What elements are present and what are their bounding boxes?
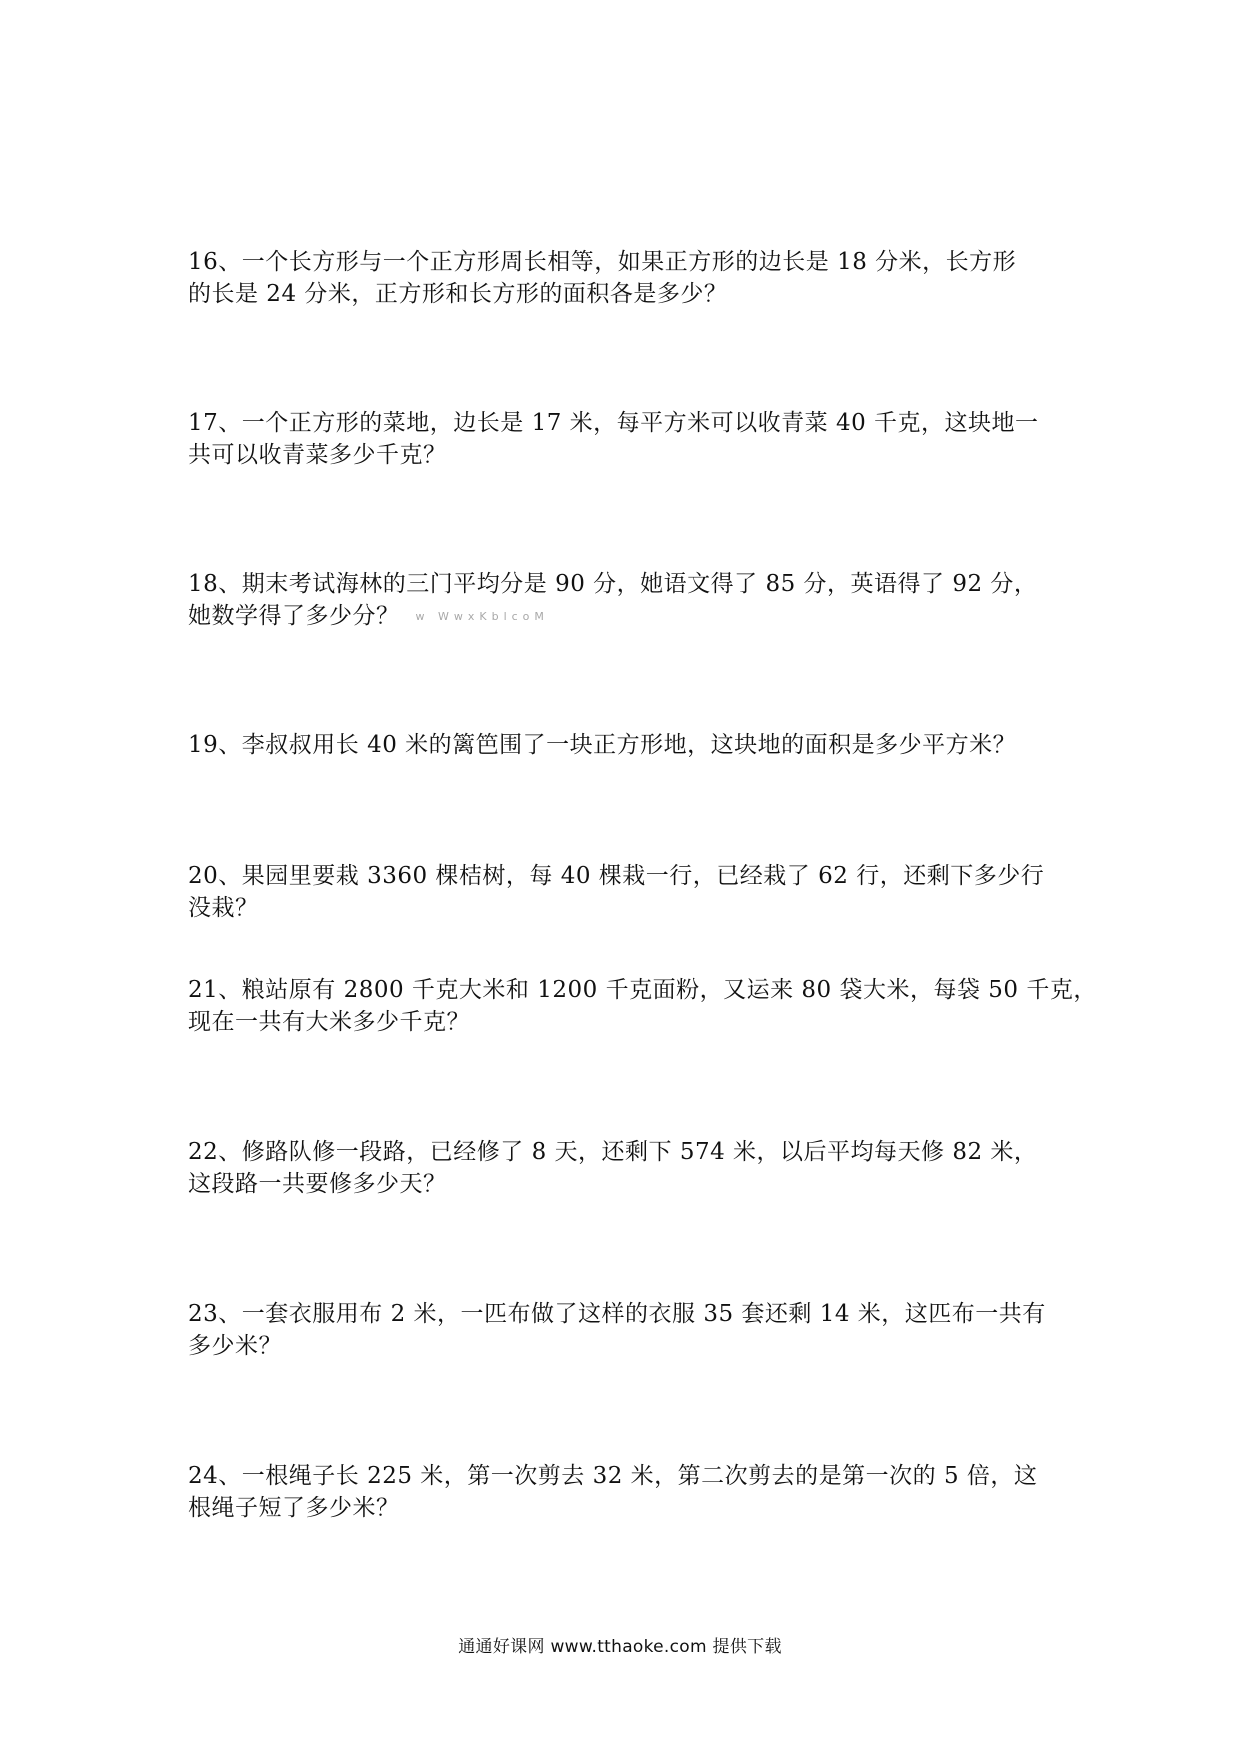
problem-line: 根绳子短了多少米？ [188, 1495, 400, 1521]
problem-21 [188, 974, 1097, 1038]
problem-line [188, 600, 1068, 633]
problem-line: 的长是 24 分米，正方形和长方形的面积各是多少？ [188, 281, 728, 307]
problem-line: 共可以收青菜多少千克？ [188, 442, 447, 468]
problem-line-text: 她数学得了多少分？ [188, 603, 400, 629]
problem-23 [188, 1298, 1068, 1362]
problem-line: 24、一根绳子长 225 米，第一次剪去 32 米，第二次剪去的是第一次的 5 倍，这 [188, 1463, 1038, 1489]
problem-line: 17、一个正方形的菜地，边长是 17 米，每平方米可以收青菜 40 千克，这块地一 [188, 410, 1039, 436]
problem-line: 没栽？ [188, 895, 259, 921]
problem-19 [188, 729, 1068, 761]
problem-line: 20、果园里要栽 3360 棵桔树，每 40 棵栽一行，已经栽了 62 行，还剩下多少行 [188, 863, 1045, 889]
problem-line: 18、期末考试海林的三门平均分是 90 分，她语文得了 85 分，英语得了 92 分， [188, 571, 1038, 597]
problem-line: 22、修路队修一段路，已经修了 8 天，还剩下 574 米，以后平均每天修 82 米， [188, 1139, 1038, 1165]
problem-line: 16、一个长方形与一个正方形周长相等，如果正方形的边长是 18 分米，长方形 [188, 249, 1017, 275]
problem-line: 19、李叔叔用长 40 米的篱笆围了一块正方形地，这块地的面积是多少平方米？ [188, 732, 1017, 758]
problem-16 [188, 246, 1068, 310]
problem-line: 21、粮站原有 2800 千克大米和 1200 千克面粉，又运来 80 袋大米，每袋 50 千克， [188, 977, 1097, 1003]
problem-22 [188, 1136, 1068, 1200]
problem-line: 现在一共有大米多少千克？ [188, 1009, 470, 1035]
footer-credit: 通通好课网 www.tthaoke.com 提供下载 [458, 1637, 782, 1657]
problem-line: 23、一套衣服用布 2 米，一匹布做了这样的衣服 35 套还剩 14 米，这匹布一共有 [188, 1301, 1046, 1327]
problem-line: 这段路一共要修多少天？ [188, 1171, 447, 1197]
problem-17 [188, 407, 1068, 471]
problem-20 [188, 860, 1068, 924]
problem-line: 多少米？ [188, 1333, 282, 1359]
watermark-text: w WwxKblcoM [415, 610, 549, 623]
problem-24 [188, 1460, 1068, 1524]
problem-18 [188, 568, 1068, 633]
